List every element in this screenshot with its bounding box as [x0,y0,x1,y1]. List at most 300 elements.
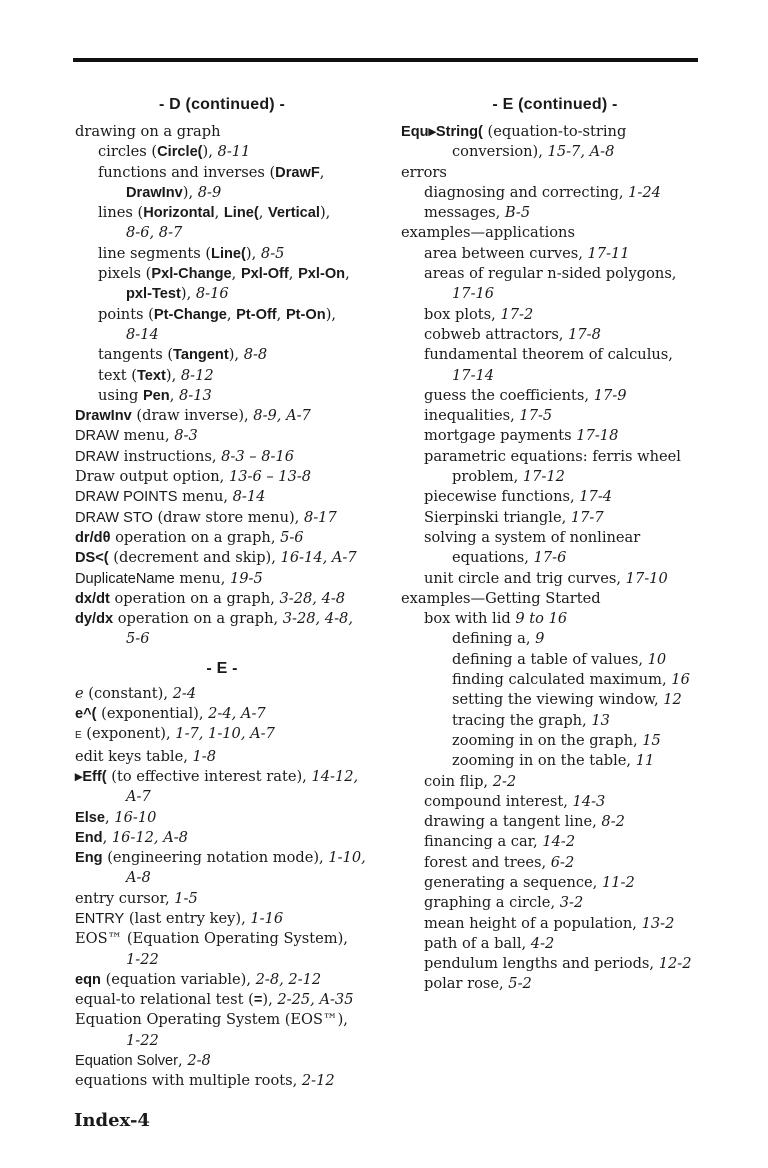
entry-text: pixels ( [98,265,152,283]
index-entry [75,909,375,929]
entry-text: equal-to relational test ( [75,991,254,1009]
page-reference: 8-14 [126,325,159,343]
entry-text: points ( [98,305,154,323]
index-entry [75,828,375,848]
entry-text: , [345,265,350,283]
index-entry [75,203,375,223]
page-reference: 4-2 [530,934,555,952]
command-keyword: End [75,829,103,846]
command-keyword: Eng [75,850,103,867]
entry-text: (equation variable), [100,970,256,988]
entry-text: defining a, [452,630,536,648]
command-keyword: Else [75,809,106,826]
page-reference: 14-2 [542,833,576,851]
entry-text: Sierpinski triangle, [424,508,571,526]
page-reference: 5-2 [508,975,532,993]
command-keyword: Pxl-On [298,266,346,283]
index-entry [75,264,375,284]
index-entry [401,914,701,934]
index-entry-list-right [401,122,701,995]
page-reference: 13 [591,711,610,729]
page-reference: 8-9 [197,183,222,201]
index-entry [75,528,375,548]
entry-text: , [258,204,268,222]
index-entry [401,772,701,792]
entry-text: functions and inverses ( [98,163,276,181]
entry-text: (constant), [83,684,173,702]
command-keyword: Pen [142,387,170,404]
entry-text: entry cursor, [75,889,175,907]
index-entry [401,832,701,852]
page-reference: 14-3 [572,792,606,810]
entry-text: , [105,808,115,826]
page-reference: 16-10 [114,808,157,826]
index-entry [75,244,375,264]
index-entry [75,366,375,386]
page-reference: 17-10 [625,569,668,587]
index-entry [401,629,701,649]
entry-text: operation on a graph, [109,589,280,607]
entry-text: DuplicateName [75,570,175,587]
index-entry [75,223,375,243]
command-keyword: = [253,992,263,1009]
page-reference: 8-2 [601,813,625,831]
index-entry [75,284,375,304]
page-reference: 1-7, 1-10, A-7 [175,725,275,743]
entry-text: zooming in on the table, [452,752,636,770]
entry-text: DRAW POINTS [75,489,178,506]
index-entry [401,751,701,771]
page-reference: 2-8 [187,1052,211,1070]
index-entry [401,244,701,264]
command-keyword: DrawInv [126,184,183,201]
entry-text: box with lid [424,610,516,628]
index-entry [75,1010,375,1030]
index-entry [75,868,375,888]
page-reference: 16-14, A-7 [280,549,357,567]
entry-text: finding calculated maximum, [452,671,672,689]
page-reference: 17-14 [452,366,495,384]
index-entry [401,893,701,913]
entry-text: tangents ( [98,346,174,364]
entry-text: area between curves, [424,244,588,262]
entry-text: fundamental theorem of calculus, [424,346,673,364]
index-entry [75,808,375,828]
index-entry [401,812,701,832]
index-entry [75,487,375,507]
index-entry [401,569,701,589]
command-keyword: Pxl-Off [240,266,289,283]
entry-text: (last entry key), [124,909,251,927]
entry-text: areas of regular n-sided polygons, [424,265,677,283]
index-entry [401,142,701,162]
page-reference: 8-11 [217,143,251,161]
page-reference: 1-24 [628,183,661,201]
page-reference: 9 to 16 [515,610,568,628]
page-reference: 1-22 [126,950,159,968]
index-entry [75,508,375,528]
page-reference: 16 [671,671,690,689]
entry-text: coin flip, [424,772,493,790]
entry-text: equations, [452,549,534,567]
entry-text: ), [325,305,337,323]
entry-text: ENTRY [75,910,125,927]
index-entry [75,950,375,970]
command-keyword: Line( [223,205,259,222]
section-heading-e-continued: - E (continued) - [492,96,618,113]
page-reference: 17-12 [522,468,565,486]
entry-text: messages, [424,204,505,222]
index-entry [401,203,701,223]
command-keyword: eqn [75,971,101,988]
index-entry [401,934,701,954]
entry-text: solving a system of nonlinear [424,528,641,546]
entry-text: , [276,305,286,323]
index-entry [75,970,375,990]
page-reference: 9 [535,630,545,648]
index-entry [75,724,375,746]
entry-text: ), [319,204,331,222]
page-reference: 17-8 [568,325,601,343]
index-entry [75,609,375,629]
command-keyword: Line( [211,245,246,262]
index-entry [401,447,701,467]
entry-text: , [319,163,325,181]
index-entry [401,650,701,670]
command-keyword: Pt-Off [236,306,277,323]
page-reference: 8-6, 8-7 [126,224,183,242]
page-reference: A-8 [126,869,151,887]
page-reference: 5-6 [126,630,150,648]
index-entry [75,325,375,345]
entry-text: Draw output option, [75,468,229,486]
index-entry [401,690,701,710]
command-keyword: Horizontal [143,205,215,222]
index-entry [401,305,701,325]
entry-text: graphing a circle, [424,894,560,912]
index-entry [401,386,701,406]
index-entry [401,853,701,873]
entry-text: (engineering notation mode), [102,849,329,867]
entry-text: , [214,204,224,222]
command-keyword: e^( [75,706,97,723]
index-entry [75,929,375,949]
index-entry [401,954,701,974]
entry-text: circles ( [98,143,158,161]
index-entry [401,589,701,609]
page-reference: 3-28, 4-8 [279,589,346,607]
command-keyword: dx/dt [75,590,110,607]
entry-text: cobweb attractors, [424,325,569,343]
index-entry [75,1051,375,1071]
page-reference: 8-12 [180,366,214,384]
command-keyword: DrawF [275,164,320,181]
page-reference: 6-2 [550,853,575,871]
entry-text: lines ( [98,204,144,222]
entry-text: menu, [174,569,230,587]
entry-text: ), [228,346,244,364]
page-reference: 3-28, 4-8, [282,610,353,628]
index-entry [401,711,701,731]
index-entry [401,345,701,365]
entry-text: , [102,828,112,846]
command-keyword: Vertical [268,205,320,222]
index-entry [75,889,375,909]
page-reference: 17-2 [500,305,534,323]
index-entry [401,873,701,893]
command-keyword: pxl-Test [126,286,181,303]
index-entry [75,1031,375,1051]
page-reference: 17-16 [452,285,495,303]
entry-text: (draw inverse), [131,407,254,425]
index-entry [401,670,701,690]
section-heading-e: - E - [206,659,238,677]
entry-text: diagnosing and correcting, [424,183,629,201]
entry-text: , [288,265,299,283]
index-entry [401,487,701,507]
page-reference: A-7 [126,788,151,806]
entry-text: ), [180,285,196,303]
page-reference: 17-9 [593,386,627,404]
entry-text: mortgage payments [424,427,577,445]
entry-text: problem, [452,468,523,486]
page-reference: 2-25, A-35 [277,991,354,1009]
entry-text: instructions, [119,447,222,465]
index-entry [75,787,375,807]
index-entry [401,406,701,426]
index-entry [75,747,375,767]
index-entry [75,767,375,787]
entry-text: ), [245,244,261,262]
page-reference: 13-6 – 13-8 [228,468,312,486]
index-entry [75,386,375,406]
command-keyword: Pt-On [285,306,326,323]
entry-text: using [98,386,143,404]
entry-text: examples—Getting Started [401,589,601,607]
page-reference: 2-4 [172,684,197,702]
entry-text: mean height of a population, [424,914,642,932]
page-reference: 1-10, [328,849,366,867]
command-keyword: DS<( [75,550,109,567]
page-reference: 13-2 [641,914,675,932]
page-reference: 10 [647,650,667,668]
index-column-left [75,92,375,1092]
entry-text: conversion), [452,143,548,161]
index-entry [401,264,701,284]
entry-text: menu, [119,427,175,445]
index-entry [401,731,701,751]
entry-text: (to effective interest rate), [106,767,312,785]
entry-text: compound interest, [424,792,573,810]
entry-text: unit circle and trig curves, [424,569,626,587]
page-reference: 11 [635,752,655,770]
page-reference: 8-17 [303,508,337,526]
entry-text: ), [182,183,198,201]
page-reference: 1-16 [250,909,284,927]
index-entry-list-left [75,122,375,1092]
entry-text: tracing the graph, [452,711,592,729]
entry-text: pendulum lengths and periods, [424,955,659,973]
index-column-right [401,92,701,995]
page-reference: 16-12, A-8 [111,828,188,846]
entry-text: menu, [177,488,233,506]
index-entry [75,345,375,365]
command-keyword: Equ▸String( [401,124,483,140]
entry-text: parametric equations: ferris wheel [424,447,681,465]
index-entry [401,528,701,548]
index-entry [75,183,375,203]
index-entry [75,589,375,609]
page-reference: 8-3 [174,427,198,445]
page-reference: e [75,684,84,702]
entry-text: inequalities, [424,407,520,425]
index-entry [75,447,375,467]
command-keyword: Text [136,367,166,384]
index-entry [401,467,701,487]
entry-text: forest and trees, [424,853,551,871]
index-entry [75,704,375,724]
page-reference: 17-18 [576,427,619,445]
entry-text: Equation Operating System (EOS™), [75,1011,348,1029]
entry-text: line segments ( [98,244,212,262]
index-entry [75,426,375,446]
page-reference: B-5 [504,204,531,222]
entry-text: examples—applications [401,224,575,242]
index-entry [401,792,701,812]
index-entry [401,223,701,243]
page-reference: 1-22 [126,1031,159,1049]
page-reference: 19-5 [229,569,263,587]
page-reference: 15 [642,731,661,749]
page-reference: 5-6 [280,528,304,546]
page-reference: 8-16 [195,285,229,303]
index-entry [401,508,701,528]
page-reference: 3-2 [559,894,584,912]
command-keyword: DrawInv [75,408,132,425]
page-reference: 8-14 [232,488,266,506]
page-reference: 8-5 [260,244,285,262]
top-rule [73,58,698,62]
entry-text: path of a ball, [424,934,531,952]
page-reference: 1-5 [174,889,198,907]
entry-text: (decrement and skip), [108,549,281,567]
entry-text: box plots, [424,305,501,323]
entry-text: text ( [98,366,137,384]
entry-text: (exponent), [81,725,176,743]
entry-text: equations with multiple roots, [75,1072,302,1090]
index-entry [401,122,701,142]
index-entry [75,629,375,649]
entry-text: operation on a graph, [110,528,281,546]
index-entry [75,990,375,1010]
entry-text: setting the viewing window, [452,691,664,709]
page-reference: 8-13 [178,386,212,404]
entry-text: ), [262,991,278,1009]
entry-text: (exponential), [96,705,209,723]
index-entry [75,163,375,183]
entry-text: drawing on a graph [75,123,221,140]
page-reference: 17-4 [579,488,613,506]
entry-text: guess the coefficients, [424,386,594,404]
entry-text: DRAW [75,448,120,465]
entry-text: piecewise functions, [424,488,580,506]
index-entry [401,548,701,568]
page-reference: 2-4, A-7 [208,705,266,723]
entry-text: EOS™ (Equation Operating System), [75,930,348,948]
index-entry [75,548,375,568]
index-entry [75,305,375,325]
command-keyword: Tangent [173,347,229,364]
page-reference: 11-2 [601,873,635,891]
command-keyword: Pxl-Change [151,266,232,283]
entry-text: E [75,730,82,742]
index-entry [75,406,375,426]
page-reference: 15-7, A-8 [547,143,615,161]
entry-text: financing a car, [424,833,543,851]
index-entry [401,366,701,386]
entry-text: DRAW [75,428,120,445]
page-reference: 2-12 [301,1072,335,1090]
entry-text: ), [165,366,181,384]
section-heading-d-continued: - D (continued) - [158,96,286,113]
page-reference: 12-2 [658,955,692,973]
page-reference: 2-2 [492,772,517,790]
entry-text: defining a table of values, [452,650,648,668]
entry-text: (draw store menu), [152,508,304,526]
entry-text: edit keys table, [75,747,193,765]
page-reference: 2-8, 2-12 [255,970,322,988]
entry-text: operation on a graph, [113,610,283,628]
index-entry [75,848,375,868]
index-entry [75,142,375,162]
index-entry [75,467,375,487]
index-entry [401,974,701,994]
entry-text: DRAW STO [75,509,153,526]
command-keyword: dy/dx [75,611,114,628]
page-reference: 8-9, A-7 [253,407,311,425]
command-keyword: dr/dθ [75,529,111,546]
page-reference: 14-12, [311,767,359,785]
page-reference: 17-6 [533,549,567,567]
page-reference: 1-8 [192,747,217,765]
entry-text: generating a sequence, [424,873,602,891]
index-entry [401,163,701,183]
index-entry [75,569,375,589]
entry-text: polar rose, [424,975,509,993]
page-reference: 8-3 – 8-16 [221,447,295,465]
index-entry [75,1071,375,1091]
index-entry [401,426,701,446]
index-entry [401,284,701,304]
entry-text: zooming in on the graph, [452,731,643,749]
index-entry [401,183,701,203]
page-number-label: Index-4 [74,1110,150,1131]
page-reference: 17-11 [587,244,630,262]
entry-text: ), [202,143,218,161]
index-entry [75,684,375,704]
entry-text: , [169,386,179,404]
entry-text: errors [401,163,447,181]
entry-text: Equation Solver [75,1053,179,1070]
index-entry [401,609,701,629]
entry-text: drawing a tangent line, [424,813,602,831]
entry-text: , [231,265,241,283]
command-keyword: ▸Eff( [75,768,107,785]
entry-text: , [178,1052,188,1070]
command-keyword: Circle( [157,144,203,161]
page-reference: 12 [663,691,682,709]
page-reference: 8-8 [243,346,268,364]
